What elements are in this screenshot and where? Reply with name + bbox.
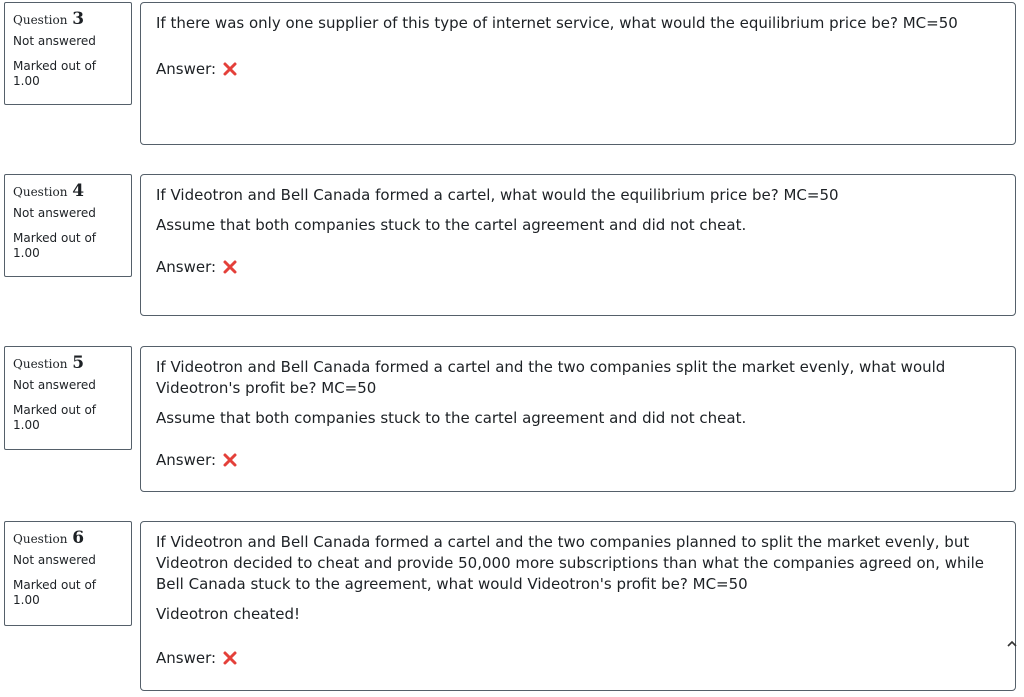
- answer-row: [156, 648, 1000, 668]
- answer-label: Answer:: [156, 60, 217, 78]
- answer-label: Answer:: [156, 649, 217, 667]
- question-text: If there was only one supplier of this type of internet service, what would the equilibrium price be? MC=50: [156, 14, 958, 32]
- answer-label: Answer:: [156, 451, 217, 469]
- answer-row: [156, 59, 1000, 79]
- question-number: Question 6: [13, 528, 85, 548]
- question-info: [4, 346, 132, 450]
- question-info: [4, 521, 132, 626]
- question-info: [4, 174, 132, 277]
- chevron-up-icon[interactable]: [1006, 638, 1018, 650]
- question-number: Question 3: [13, 9, 85, 29]
- answer-label: Answer:: [156, 258, 217, 276]
- question-state: Not answered: [13, 34, 96, 48]
- incorrect-x-icon: [222, 61, 238, 77]
- question-text: Assume that both companies stuck to the cartel agreement and did not cheat.: [156, 409, 747, 427]
- question-number: Question 4: [13, 181, 85, 201]
- question-info: [4, 2, 132, 105]
- question-state: Not answered: [13, 378, 96, 392]
- question-number: Question 5: [13, 353, 85, 373]
- question-grade: Marked out of 1.00: [13, 59, 97, 88]
- incorrect-x-icon: [222, 452, 238, 468]
- question-state: Not answered: [13, 553, 96, 567]
- question-text: Videotron cheated!: [156, 605, 301, 623]
- question-grade: Marked out of 1.00: [13, 231, 97, 260]
- question-grade: Marked out of 1.00: [13, 403, 97, 432]
- incorrect-x-icon: [222, 259, 238, 275]
- question-content: [140, 174, 1016, 316]
- question-content: [140, 2, 1016, 145]
- question-content: [140, 521, 1016, 691]
- question-text: If Videotron and Bell Canada formed a cartel, what would the equilibrium price be? MC=50: [156, 186, 839, 204]
- question-text: Assume that both companies stuck to the cartel agreement and did not cheat.: [156, 216, 747, 234]
- question-text: If Videotron and Bell Canada formed a cartel and the two companies split the market evenly, what would Videotron's profit be? MC=50: [156, 358, 946, 397]
- incorrect-x-icon: [222, 650, 238, 666]
- answer-row: [156, 257, 1000, 277]
- question-text: If Videotron and Bell Canada formed a cartel and the two companies planned to split the market evenly, but Videotron decided to cheat and provide 50,000 more subscriptions than what the companies agreed on, while Bell Canada stuck to the agreement, what would Videotron's profit be? MC=50: [156, 533, 985, 593]
- question-state: Not answered: [13, 206, 96, 220]
- question-grade: Marked out of 1.00: [13, 578, 97, 607]
- answer-row: [156, 450, 1000, 470]
- question-content: [140, 346, 1016, 492]
